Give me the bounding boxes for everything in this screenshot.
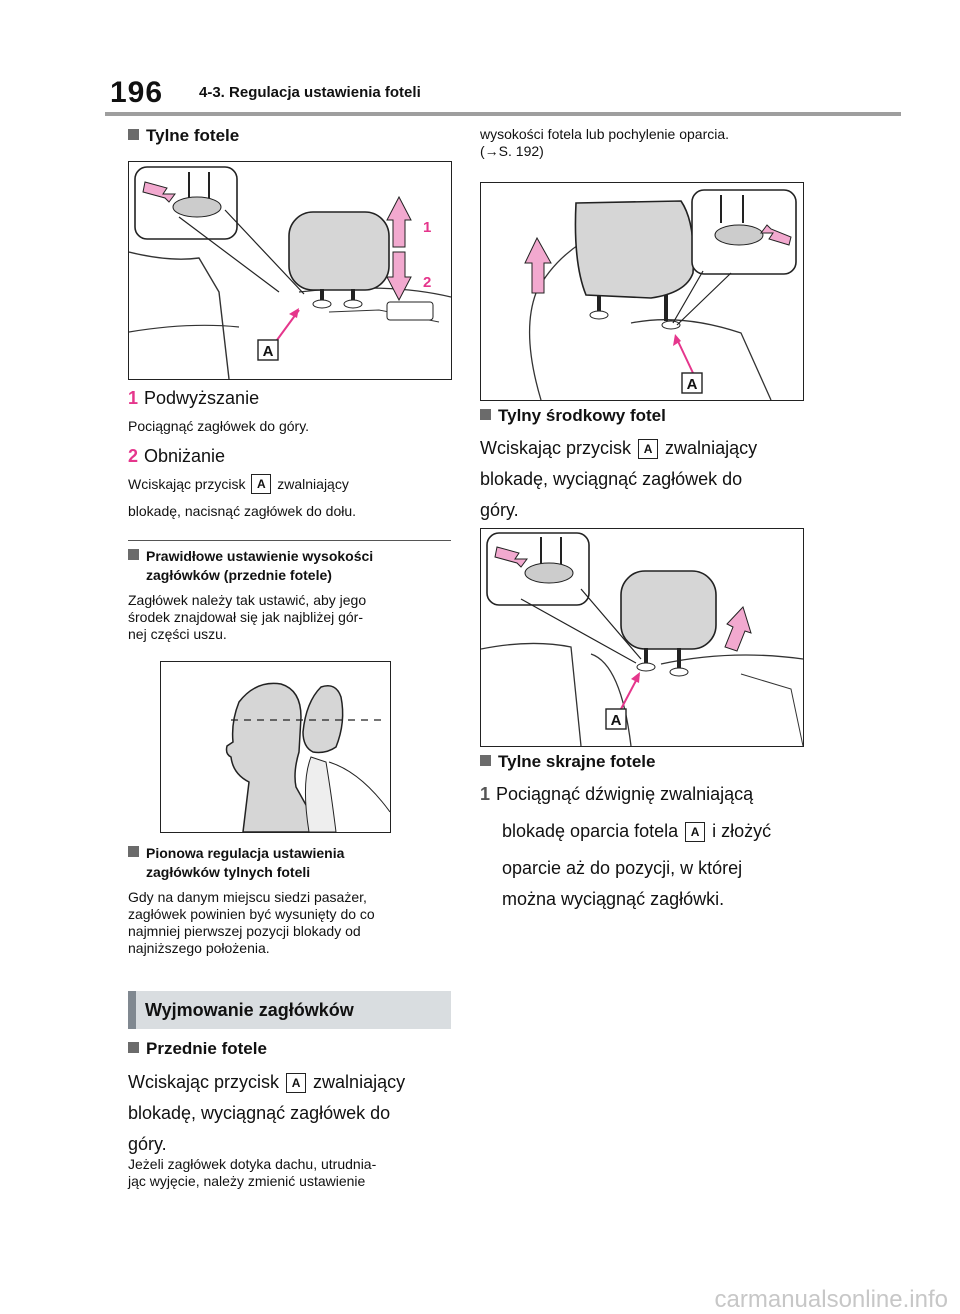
item-lower-desc-line1: Wciskając przycisk A zwalniający: [128, 476, 349, 492]
continued-text: wysokości fotela lub pochylenie oparcia. (→S. 192): [480, 126, 730, 159]
note-divider: [128, 540, 451, 541]
callout-1-label: 1: [423, 219, 432, 236]
note-rear-vertical-text: Gdy na danym miejscu siedzi pasażer, zagłówek powinien być wysunięty do co najmniej pierwszej pozycji blokady od najniższego położenia.: [128, 889, 375, 956]
note-front-height-text: Zagłówek należy tak ustawić, aby jego środek znajdował się jak najbliżej gór- nej części uszu.: [128, 592, 367, 642]
callout-a-label: A: [262, 343, 274, 360]
button-a-badge: A: [685, 822, 705, 842]
callout-2-label: 2: [423, 274, 432, 291]
item-raise-desc: Pociągnąć zagłówek do góry.: [128, 418, 310, 434]
section-rear-center-title: Tylny środkowy fotel: [480, 406, 666, 426]
button-a-badge: A: [251, 474, 271, 494]
figure-rear-headrest-adjust: [128, 161, 452, 380]
note-front-height-title: Prawidłowe ustawienie wysokości zagłówków (przednie fotele): [128, 547, 373, 585]
square-bullet-icon: [128, 1042, 139, 1053]
note-rear-vertical-title: Pionowa regulacja ustawienia zagłówków tylnych foteli: [128, 844, 344, 882]
rear-center-text: Wciskając przycisk A zwalniający blokadę, wyciągnąć zagłówek do góry.: [480, 438, 758, 520]
section-rear-outer-title: Tylne skrajne fotele: [480, 752, 655, 772]
section-banner-removal: Wyjmowanie zagłówków: [128, 991, 451, 1029]
callout-a-label: A: [610, 712, 622, 729]
button-a-badge: A: [638, 439, 658, 459]
figure-rear-center-removal: [480, 528, 804, 747]
header-rule: [105, 112, 901, 116]
square-bullet-icon: [128, 549, 139, 560]
figure-front-headrest-removal: [480, 182, 804, 401]
section-front-seats-title: Przednie fotele: [128, 1039, 267, 1059]
square-bullet-icon: [128, 846, 139, 857]
rear-outer-text: 1 Pociągnąć dźwignię zwalniającą blokadę oparcia fotela A i złożyć oparcie aż do pozycji, w której można wyciągnąć zagłówki.: [480, 784, 772, 909]
button-a-badge: A: [286, 1073, 306, 1093]
page-number: 196: [110, 76, 164, 109]
front-seats-note: Jeżeli zagłówek dotyka dachu, utrudnia- jąc wyjęcie, należy zmienić ustawienie: [128, 1156, 377, 1189]
section-rear-seats-title: Tylne fotele: [128, 126, 239, 146]
figure-head-position: [160, 661, 391, 833]
item-raise: 1 Podwyższanie: [128, 388, 260, 408]
item-lower-desc-line2: blokadę, nacisnąć zagłówek do dołu.: [128, 503, 357, 519]
item-lower: 2 Obniżanie: [128, 446, 226, 466]
chapter-title: 4-3. Regulacja ustawienia foteli: [199, 84, 421, 101]
callout-a-label: A: [686, 376, 698, 393]
square-bullet-icon: [480, 755, 491, 766]
square-bullet-icon: [128, 129, 139, 140]
square-bullet-icon: [480, 409, 491, 420]
watermark-text: carmanualsonline.info: [714, 1286, 948, 1313]
front-seats-text: Wciskając przycisk A zwalniający blokadę, wyciągnąć zagłówek do góry.: [128, 1072, 406, 1154]
